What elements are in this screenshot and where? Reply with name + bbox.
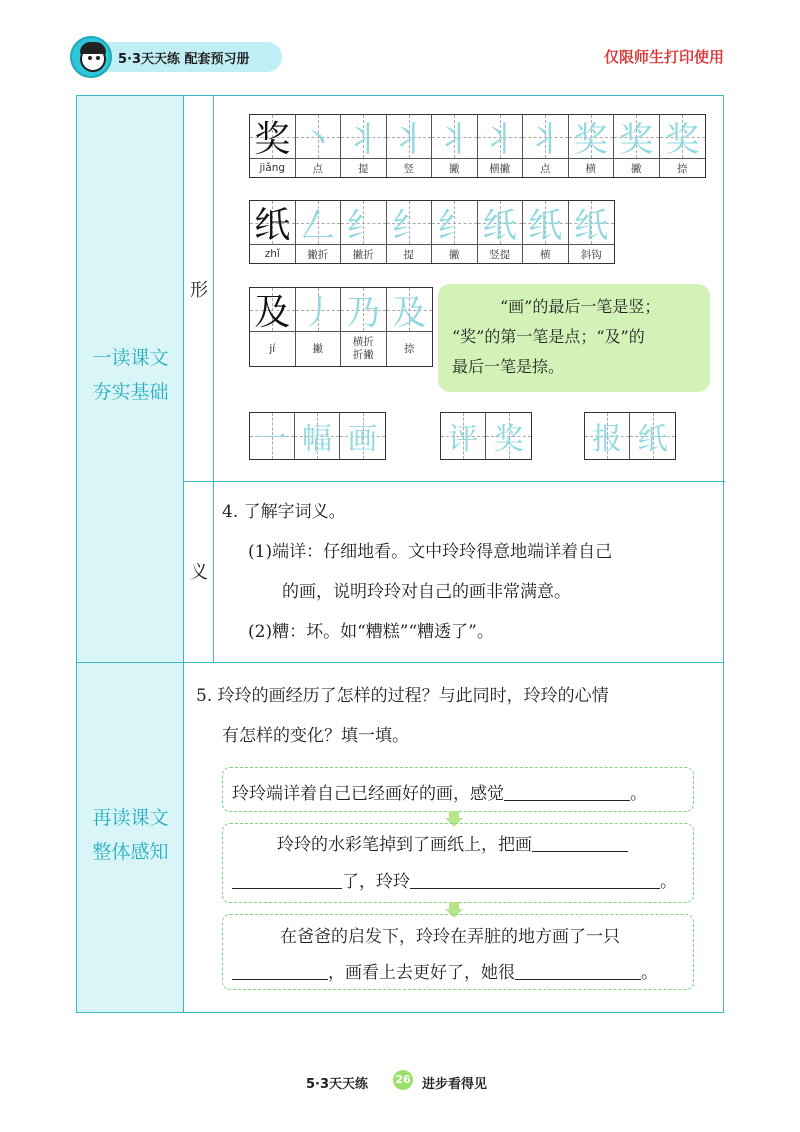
question-5-line1: 5. 玲玲的画经历了怎样的过程？与此同时，玲玲的心情 [196,686,609,706]
stroke-note: “画”的最后一笔是竖； “奖”的第一笔是点；“及”的 最后一笔是捺。 [438,284,710,392]
footer-brand: 5·3天天练 [306,1077,369,1092]
stroke-name: 提 [358,162,369,175]
flow-text-2b: 了，玲玲 。 [232,863,677,901]
stroke-name: 捺 [677,162,688,175]
stroke-char: 丶 [300,120,335,160]
stroke-char: 纸 [482,206,517,246]
stroke-name: 斜钩 [580,248,602,261]
word-grid-3: 报 纸 [584,412,676,460]
sub-label-yi: 义 [190,562,208,583]
stroke-name: 横撇 [489,162,511,175]
word-grid-2: 评 奖 [440,412,532,460]
stroke-char: 丿 [300,293,335,333]
pinyin: jiǎng [259,162,286,174]
stroke-char: 丬 [482,120,517,160]
meaning-item-1b: 的画，说明玲玲对自己的画非常满意。 [282,582,571,602]
stroke-char: 奖 [665,120,700,160]
section-label-read2: 再读课文 整体感知 [92,807,169,863]
word-grid-1: 一 幅 画 [249,412,386,460]
stroke-name: 撇折 [352,248,374,261]
stroke-char: 纟 [437,206,472,246]
stroke-name: 竖 [403,162,414,175]
page-number: 26 [393,1070,413,1090]
stroke-char: 纸 [528,206,563,246]
stroke-char: 丬 [391,120,426,160]
stroke-char: 纟 [346,206,381,246]
stroke-name: 竖提 [489,248,511,261]
head-char: 奖 [254,119,291,160]
stroke-name: 提 [403,248,414,261]
question-5-line2: 有怎样的变化？填一填。 [222,726,409,746]
section-label-read1: 一读课文 夯实基础 [92,347,169,403]
stroke-name: 点 [312,162,323,175]
answer-blank-3[interactable] [232,867,342,889]
stroke-name: 撇 [449,162,460,175]
stroke-char: 及 [392,293,427,333]
flow-text-3b: ，画看上去更好了，她很 。 [232,954,658,992]
stroke-char: 𠃋 [300,206,335,246]
pinyin: jí [269,342,276,355]
print-note: 仅限师生打印使用 [603,48,724,66]
header-title: 5·3天天练 配套预习册 [118,52,250,67]
head-char: 及 [254,292,291,333]
stroke-char: 乃 [346,293,381,333]
mascot-icon [70,36,112,78]
stroke-name: 撇 [449,248,460,261]
stroke-char: 纸 [574,206,609,246]
stroke-name: 捺 [404,342,415,355]
left-column [77,96,184,1012]
stroke-name: 撇 [312,342,323,355]
stroke-name: 撇 [631,162,642,175]
stroke-char: 奖 [573,120,608,160]
char-grid-jiang [249,114,706,178]
answer-blank-4[interactable] [410,867,660,889]
answer-blank-5[interactable] [232,958,328,980]
stroke-char: 丬 [528,120,563,160]
char-grid-zhi [249,200,615,264]
flow-text-2a: 玲玲的水彩笔掉到了画纸上，把画 [277,826,628,864]
meaning-item-2: (2)糟：坏。如“糟糕”“糟透了”。 [248,622,494,642]
answer-blank-2[interactable] [532,830,628,852]
stroke-name: 横 [540,248,551,261]
flow-text-3a: 在爸爸的启发下，玲玲在弄脏的地方画了一只 [280,927,620,947]
stroke-name: 横 [585,162,596,175]
meaning-title: 4. 了解字词义。 [222,502,346,522]
stroke-char: 奖 [619,120,654,160]
char-grid-ji [249,287,433,367]
sub-label-xing: 形 [190,280,208,301]
stroke-char: 丬 [437,120,472,160]
stroke-name: 点 [540,162,551,175]
answer-blank-6[interactable] [515,958,641,980]
stroke-name: 撇折 [307,248,329,261]
sub-divider [184,481,725,482]
footer-slogan: 进步看得见 [422,1077,488,1092]
flow-text-1: 玲玲端详着自己已经画好的画，感觉 。 [232,775,647,813]
stroke-char: 丬 [346,120,381,160]
answer-blank-1[interactable] [504,779,630,801]
meaning-item-1a: (1)端详：仔细地看。文中玲玲得意地端详着自己 [248,542,613,562]
stroke-char: 纟 [391,206,426,246]
head-char: 纸 [254,205,291,246]
pinyin: zhǐ [264,248,280,260]
section-divider [77,662,723,663]
stroke-name: 横折 折撇 [352,336,374,361]
